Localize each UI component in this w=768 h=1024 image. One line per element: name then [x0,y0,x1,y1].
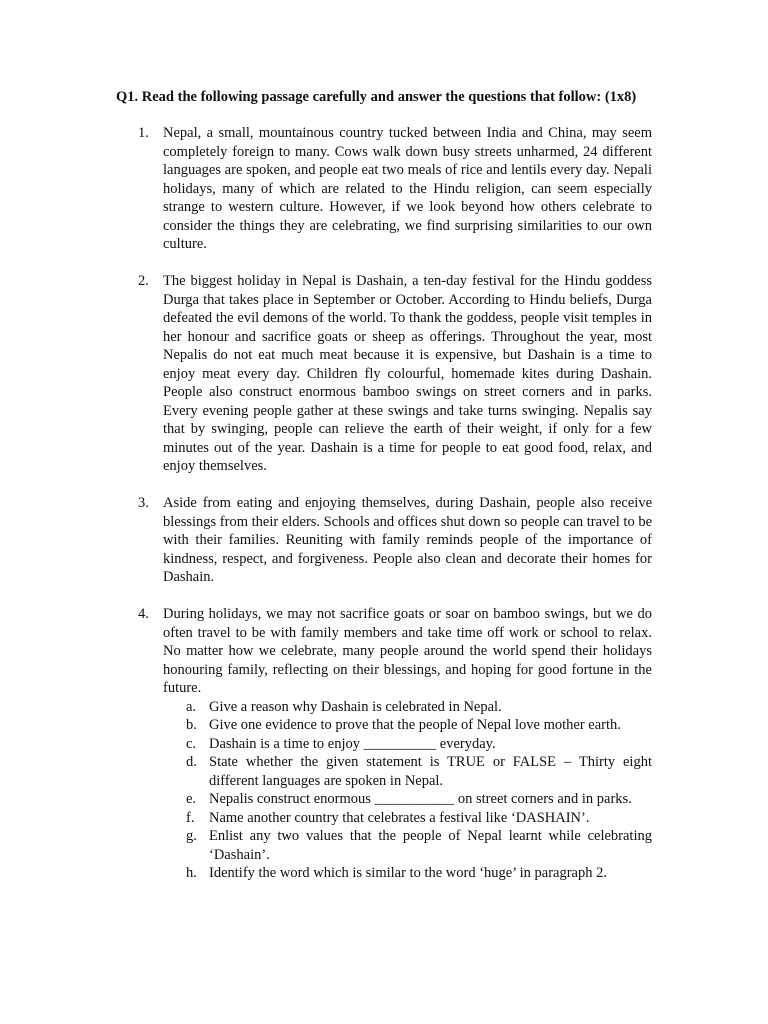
paragraph-text: During holidays, we may not sacrifice goats or soar on bamboo swings, but we do often travel to be with family members and take time off work or school to relax. No matter how we celebrate, many people around the world spend their holidays honouring family, reflecting on their blessings, and hoping for good fortune in the future. [163,606,652,696]
paragraph-number: 3. [138,495,149,511]
question-text: State whether the given statement is TRUE or FALSE – Thirty eight different languages are spoken in Nepal. [209,754,652,789]
question-letter: g. [186,828,197,844]
question-heading: Q1. Read the following passage carefully and answer the questions that follow: (1x8) [116,89,637,105]
question-letter: d. [186,754,197,770]
paragraph-number: 2. [138,273,149,289]
question-letter: c. [186,735,197,752]
question-item [163,716,652,735]
question-item [163,698,652,717]
passage [138,124,652,883]
question-list [163,698,652,883]
paragraph-number: 1. [138,125,149,141]
paragraph-1 [138,124,652,254]
question-item [163,790,652,809]
question-letter: b. [186,717,197,733]
question-item [163,753,652,790]
question-item [163,827,652,864]
question-item [163,735,652,754]
paragraph-number: 4. [138,606,149,622]
question-text: Nepalis construct enormous ___________ on street corners and in parks. [209,791,632,807]
question-text: Name another country that celebrates a festival like ‘DASHAIN’. [209,809,590,826]
question-letter: f. [186,809,195,826]
question-letter: a. [186,698,197,715]
question-text: Dashain is a time to enjoy __________ everyday. [209,735,496,752]
question-item [163,864,652,883]
paragraph-text: Nepal, a small, mountainous country tucked between India and China, may seem completely foreign to many. Cows walk down busy streets unharmed, 24 different languages are spoken, and people eat two meals of rice and lentils every day. Nepali holidays, many of which are related to the Hindu religion, can seem especially strange to western culture. However, if we look beyond how others celebrate to consider the things they are celebrating, we find surprising similarities to our own culture. [163,125,652,252]
question-item [163,809,652,828]
question-text: Give one evidence to prove that the people of Nepal love mother earth. [209,717,621,733]
question-letter: h. [186,865,197,881]
question-text: Give a reason why Dashain is celebrated in Nepal. [209,698,502,715]
paragraph-3 [138,494,652,587]
paragraph-4 [138,605,652,883]
paragraph-text: The biggest holiday in Nepal is Dashain, a ten-day festival for the Hindu goddess Durga that takes place in September or October. According to Hindu beliefs, Durga defeated the evil demons of the world. To thank the goddess, people visit temples in her honour and sacrifice goats or sheep as offerings. Throughout the year, most Nepalis do not eat much meat because it is expensive, but Dashain is a time to enjoy meat every day. Children fly colourful, homemade kites during Dashain. People also construct enormous bamboo swings on street corners and in parks. Every evening people gather at these swings and take turns swinging. Nepalis say that by swinging, people can relieve the earth of their weight, if only for a few minutes out of the year. Dashain is a time for people to eat good food, relax, and enjoy themselves. [163,273,652,474]
question-text: Enlist any two values that the people of Nepal learnt while celebrating ‘Dashain’. [209,828,652,863]
paragraph-text: Aside from eating and enjoying themselves, during Dashain, people also receive blessings from their elders. Schools and offices shut down so people can travel to be with their families. Reuniting with family reminds people of the importance of kindness, respect, and forgiveness. People also clean and decorate their homes for Dashain. [163,495,652,585]
question-letter: e. [186,791,197,807]
paragraph-2 [138,272,652,476]
question-text: Identify the word which is similar to the word ‘huge’ in paragraph 2. [209,865,607,881]
